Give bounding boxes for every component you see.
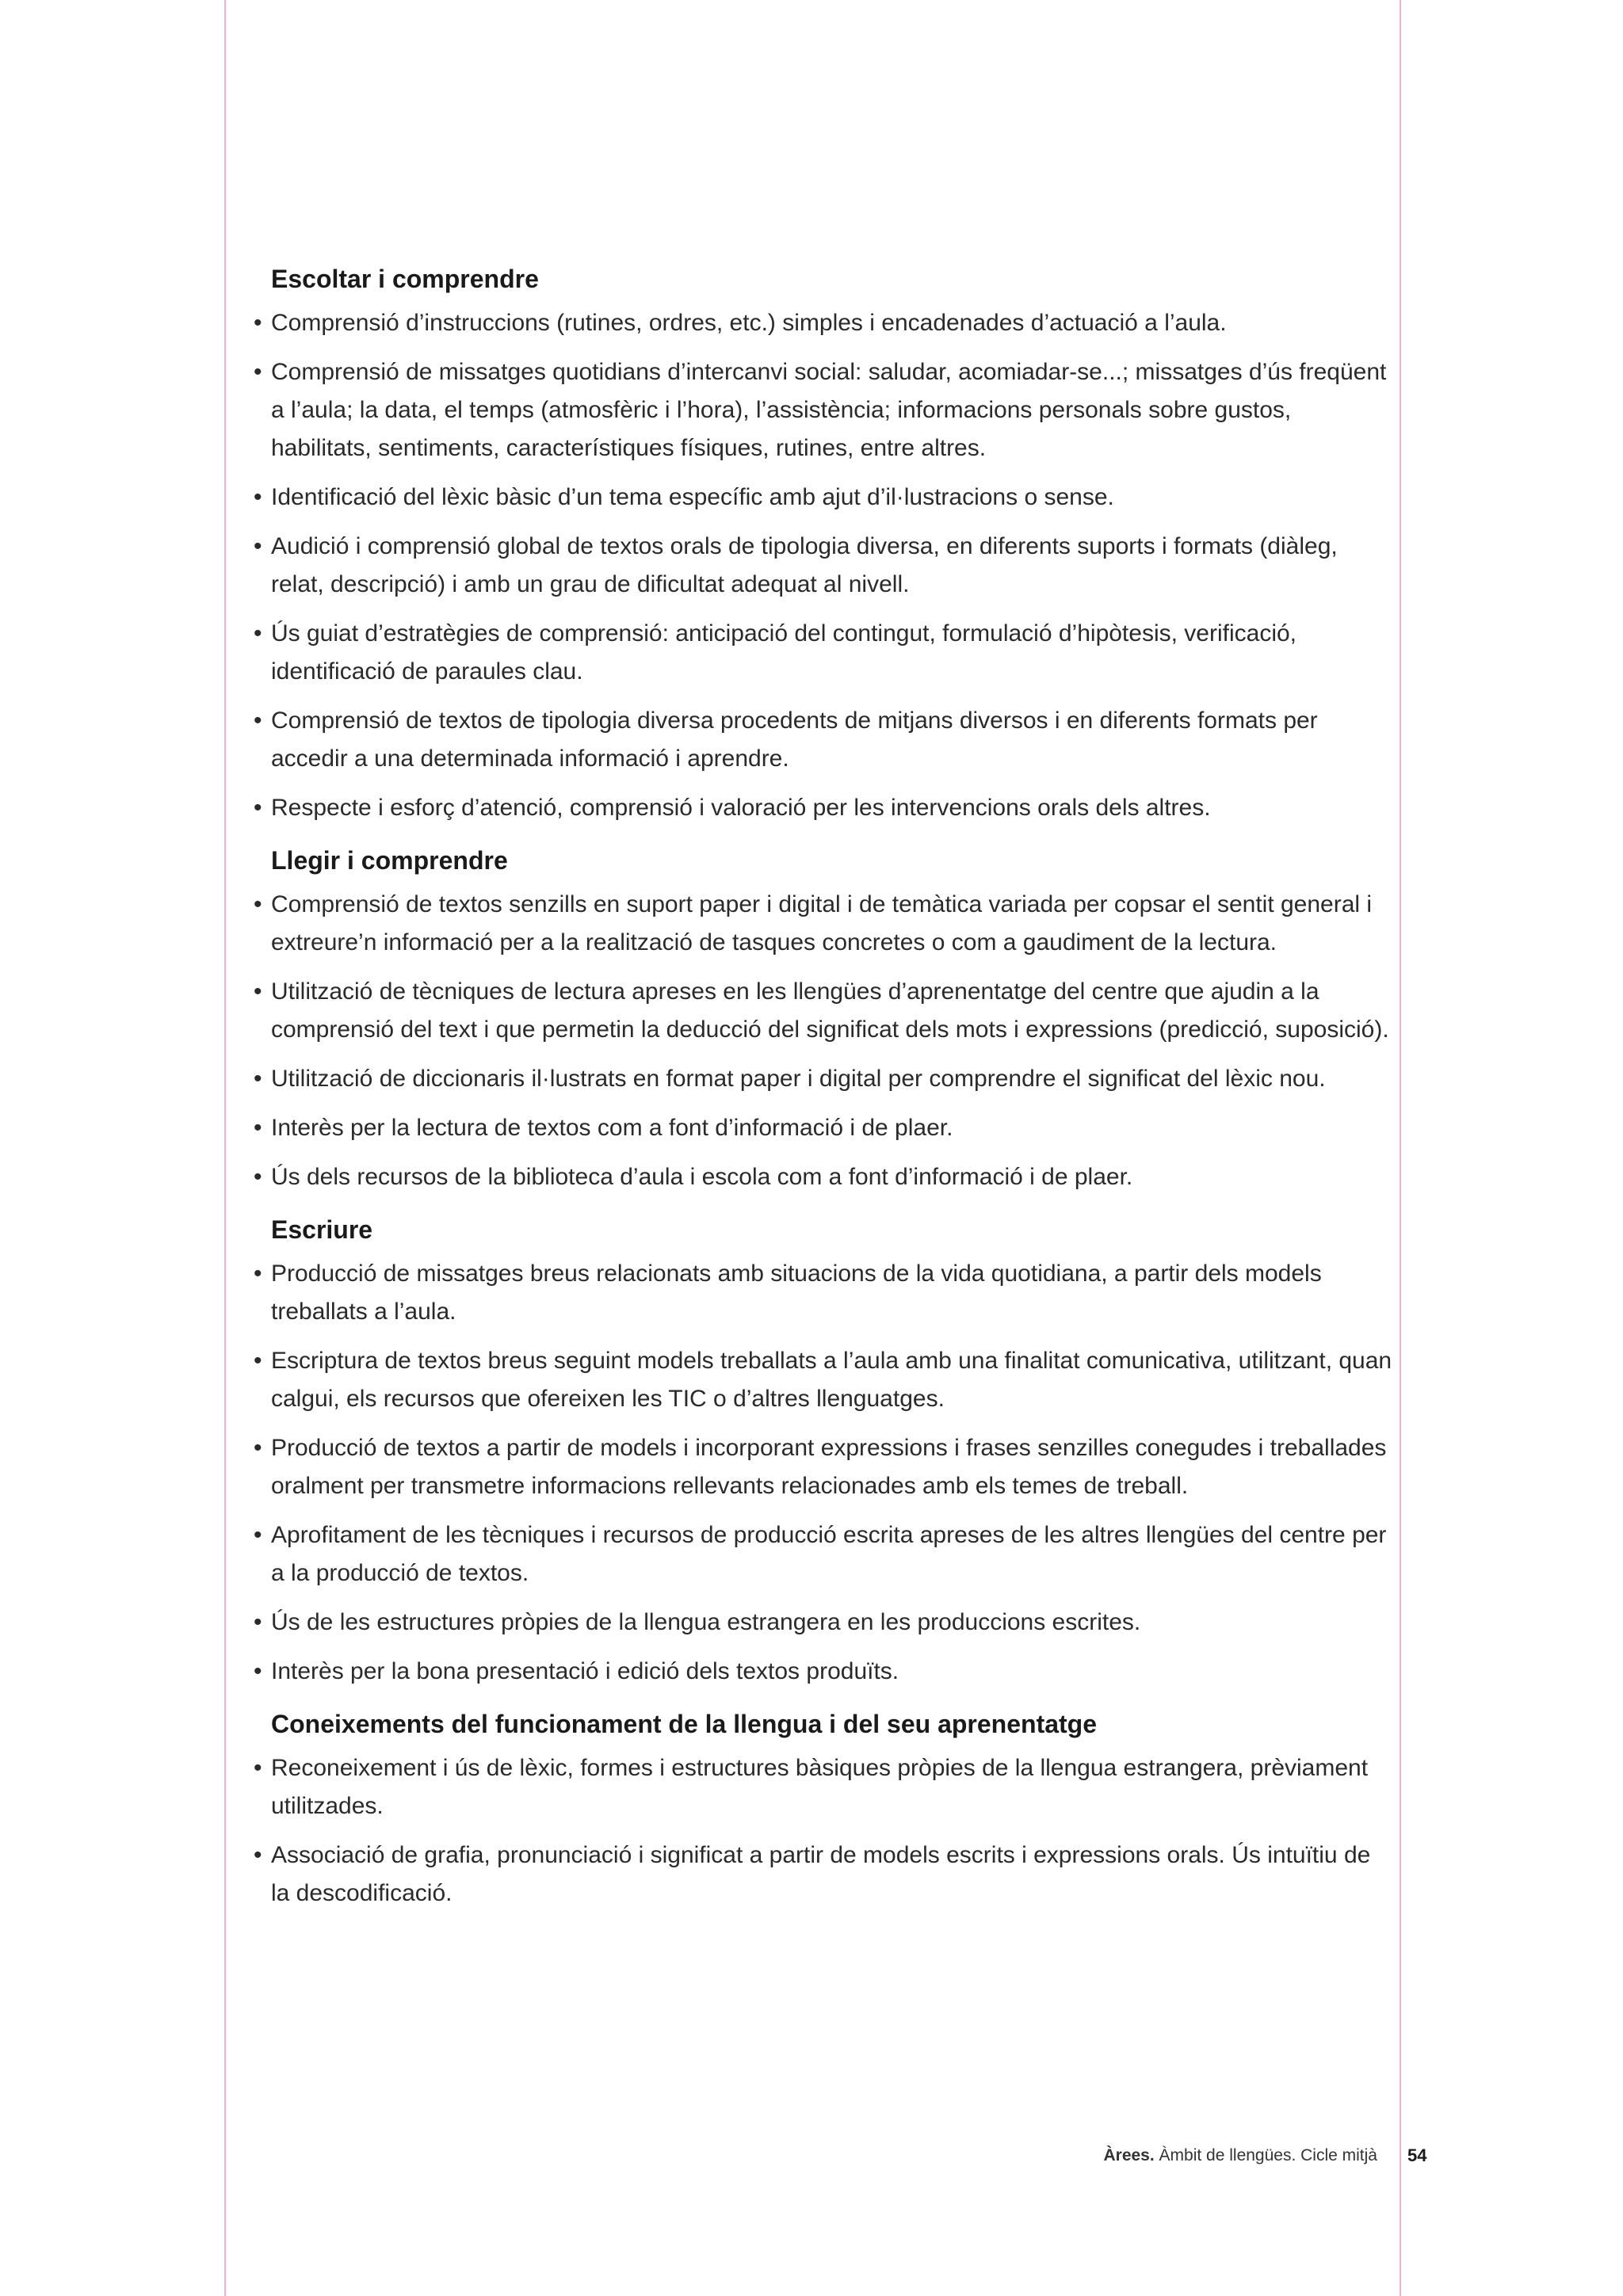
section-heading: Escoltar i comprendre [271,265,539,293]
list-item: • Ús guiat d’estratègies de comprensió: anticipació del contingut, formulació d’hipòtesis, verificació, identificació de paraules clau. [252,615,1393,691]
list-item: • Utilització de tècniques de lectura apreses en les llengües d’aprenentatge del centre que ajudin a la comprensió del text i que permetin la deducció del significat dels mots i expressions (predicció, suposició). [252,973,1393,1049]
left-margin-rule [224,0,226,2296]
footer-label-bold: Àrees. [1103,2146,1155,2164]
bullet-icon: • [254,310,262,336]
page-number: 54 [1407,2145,1427,2165]
list-item: • Comprensió de textos de tipologia diversa procedents de mitjans diversos i en diferents formats per accedir a una determinada informació i aprendre. [252,702,1393,778]
bullet-icon: • [254,484,262,510]
list-item: • Utilització de diccionaris il·lustrats en format paper i digital per comprendre el significat del lèxic nou. [252,1060,1393,1098]
list-item: • Interès per la lectura de textos com a font d’informació i de plaer. [252,1109,1393,1147]
list-item: • Producció de missatges breus relacionats amb situacions de la vida quotidiana, a partir dels models treballats a l’aula. [252,1255,1393,1331]
bullet-icon: • [254,359,262,385]
bullet-icon: • [254,978,262,1005]
bullet-icon: • [254,1066,262,1092]
section-escriure [252,1212,1393,1691]
list-item: • Escriptura de textos breus seguint models treballats a l’aula amb una finalitat comunicativa, utilitzant, quan calgui, els recursos que ofereixen les TIC o d’altres llenguatges. [252,1342,1393,1418]
list-item: • Respecte i esforç d’atenció, comprensió i valoració per les intervencions orals dels altres. [252,789,1393,827]
right-margin-rule [1400,0,1401,2296]
list-item: • Ús de les estructures pròpies de la llengua estrangera en les produccions escrites. [252,1604,1393,1642]
list-item: • Comprensió de missatges quotidians d’intercanvi social: saludar, acomiadar-se...; missatges d’ús freqüent a l’aula; la data, el temps (atmosfèric i l’hora), l’assistència; informacions personals sobre gustos, habilitats, sentiments, característiques físiques, rutines, entre altres. [252,353,1393,467]
footer-label: Àmbit de llengües. Cicle mitjà [1154,2146,1377,2164]
bullet-list [252,886,1393,1196]
section-coneixements [252,1707,1393,1913]
list-item: • Identificació del lèxic bàsic d’un tema específic amb ajut d’il·lustracions o sense. [252,479,1393,517]
bullet-list [252,304,1393,827]
page-footer [1103,2142,1377,2169]
bullet-icon: • [254,891,262,917]
bullet-icon: • [254,1842,262,1868]
bullet-icon: • [254,1522,262,1548]
section-heading: Escriure [271,1215,373,1244]
bullet-list [252,1255,1393,1691]
bullet-icon: • [254,795,262,821]
list-item: • Audició i comprensió global de textos orals de tipologia diversa, en diferents suports i formats (diàleg, relat, descripció) i amb un grau de dificultat adequat al nivell. [252,528,1393,604]
bullet-icon: • [254,1658,262,1684]
bullet-icon: • [254,1115,262,1141]
list-item: • Producció de textos a partir de models i incorporant expressions i frases senzilles conegudes i treballades oralment per transmetre informacions rellevants relacionades amb els temes de treball. [252,1429,1393,1505]
section-escoltar [252,261,1393,827]
list-item: • Interès per la bona presentació i edició dels textos produïts. [252,1653,1393,1691]
bullet-icon: • [254,1435,262,1461]
list-item: • Associació de grafia, pronunciació i significat a partir de models escrits i expressions orals. Ús intuïtiu de la descodificació. [252,1836,1393,1913]
bullet-icon: • [254,1261,262,1287]
section-llegir [252,843,1393,1196]
bullet-icon: • [254,1348,262,1374]
section-heading: Llegir i comprendre [271,846,508,875]
list-item: • Ús dels recursos de la biblioteca d’aula i escola com a font d’informació i de plaer. [252,1158,1393,1196]
bullet-icon: • [254,1609,262,1635]
bullet-list [252,1749,1393,1913]
list-item: • Reconeixement i ús de lèxic, formes i estructures bàsiques pròpies de la llengua estrangera, prèviament utilitzades. [252,1749,1393,1825]
bullet-icon: • [254,620,262,646]
bullet-icon: • [254,707,262,734]
list-item: • Aprofitament de les tècniques i recursos de producció escrita apreses de les altres llengües del centre per a la producció de textos. [252,1516,1393,1592]
list-item: • Comprensió de textos senzills en suport paper i digital i de temàtica variada per copsar el sentit general i extreure’n informació per a la realització de tasques concretes o com a gaudiment de la lectura. [252,886,1393,962]
bullet-icon: • [254,1164,262,1190]
document-body [252,261,1393,1924]
list-item: • Comprensió d’instruccions (rutines, ordres, etc.) simples i encadenades d’actuació a l’aula. [252,304,1393,342]
bullet-icon: • [254,533,262,559]
section-heading: Coneixements del funcionament de la llengua i del seu aprenentatge [271,1710,1098,1738]
bullet-icon: • [254,1755,262,1781]
